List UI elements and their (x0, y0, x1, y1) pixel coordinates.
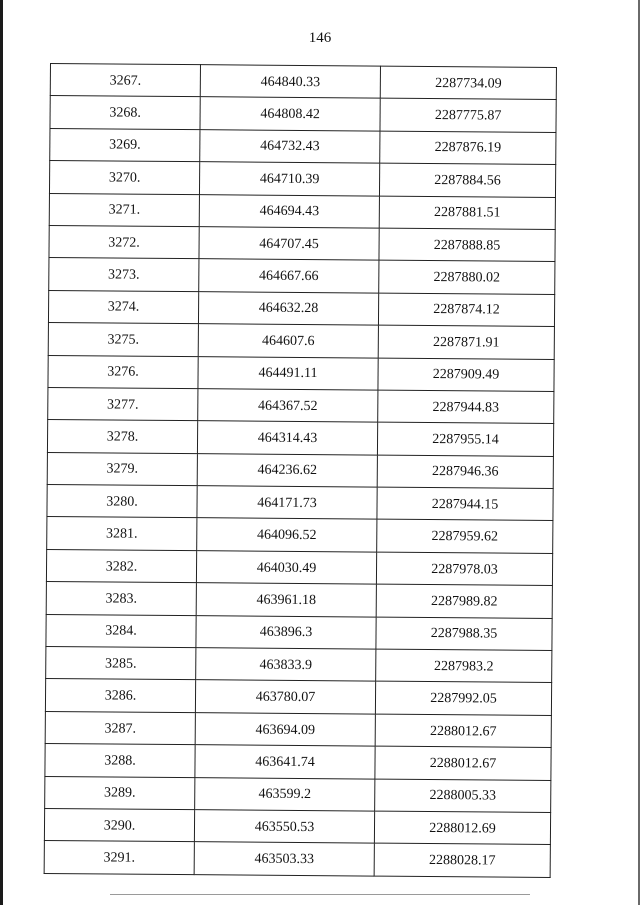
x-coordinate-cell: 464030.49 (196, 551, 376, 585)
coordinates-table (44, 63, 557, 878)
x-coordinate-cell: 463503.33 (194, 842, 374, 876)
y-coordinate-cell: 2288012.67 (375, 714, 551, 748)
table-row (49, 258, 555, 294)
table-row (48, 387, 554, 423)
y-coordinate-cell: 2287988.35 (376, 617, 552, 651)
point-number-cell: 3277. (48, 387, 198, 421)
table-row (46, 647, 552, 683)
table-row (46, 614, 552, 650)
page-number: 146 (308, 30, 332, 46)
scan-bottom-line (110, 894, 530, 895)
x-coordinate-cell: 463896.3 (196, 615, 376, 649)
y-coordinate-cell: 2287888.85 (379, 228, 555, 262)
table-row (49, 193, 555, 229)
table-row (44, 808, 550, 844)
table-row (48, 323, 554, 359)
x-coordinate-cell: 463641.74 (195, 745, 375, 779)
table-row (44, 841, 550, 877)
y-coordinate-cell: 2287874.12 (378, 293, 554, 327)
table-row (47, 452, 553, 488)
y-coordinate-cell: 2287884.56 (379, 163, 555, 197)
point-number-cell: 3268. (50, 96, 200, 130)
point-number-cell: 3267. (50, 64, 200, 98)
x-coordinate-cell: 464707.45 (199, 227, 379, 261)
y-coordinate-cell: 2288005.33 (375, 779, 551, 813)
x-coordinate-cell: 464667.66 (199, 259, 379, 293)
x-coordinate-cell: 463599.2 (195, 777, 375, 811)
point-number-cell: 3272. (49, 225, 199, 259)
y-coordinate-cell: 2287944.83 (378, 390, 554, 424)
table-row (50, 96, 556, 132)
point-number-cell: 3281. (47, 517, 197, 551)
point-number-cell: 3289. (45, 776, 195, 810)
y-coordinate-cell: 2287955.14 (377, 422, 553, 456)
coordinates-table-body (44, 64, 556, 878)
x-coordinate-cell: 464732.43 (200, 129, 380, 163)
point-number-cell: 3283. (46, 582, 196, 616)
table-row (45, 776, 551, 812)
x-coordinate-cell: 463780.07 (195, 680, 375, 714)
table-row (45, 711, 551, 747)
x-coordinate-cell: 463550.53 (194, 810, 374, 844)
point-number-cell: 3287. (45, 711, 195, 745)
y-coordinate-cell: 2287983.2 (376, 649, 552, 683)
point-number-cell: 3291. (44, 841, 194, 875)
x-coordinate-cell: 464694.43 (199, 194, 379, 228)
point-number-cell: 3282. (46, 549, 196, 583)
table-row (48, 355, 554, 391)
point-number-cell: 3269. (50, 128, 200, 162)
point-number-cell: 3285. (46, 647, 196, 681)
y-coordinate-cell: 2287909.49 (378, 358, 554, 392)
x-coordinate-cell: 464171.73 (197, 486, 377, 520)
x-coordinate-cell: 464367.52 (198, 389, 378, 423)
y-coordinate-cell: 2287775.87 (380, 98, 556, 132)
table-row (45, 744, 551, 780)
scan-left-edge (0, 0, 3, 905)
x-coordinate-cell: 463694.09 (195, 712, 375, 746)
y-coordinate-cell: 2287944.15 (377, 487, 553, 521)
x-coordinate-cell: 464808.42 (200, 97, 380, 131)
y-coordinate-cell: 2287978.03 (376, 552, 552, 586)
point-number-cell: 3279. (47, 452, 197, 486)
y-coordinate-cell: 2288012.67 (375, 746, 551, 780)
y-coordinate-cell: 2287880.02 (379, 260, 555, 294)
table-row (46, 549, 552, 585)
table-row (47, 485, 553, 521)
x-coordinate-cell: 463833.9 (196, 648, 376, 682)
y-coordinate-cell: 2288012.69 (374, 811, 550, 845)
coordinates-table-wrapper (44, 63, 560, 878)
point-number-cell: 3278. (47, 420, 197, 454)
table-row (47, 420, 553, 456)
point-number-cell: 3271. (49, 193, 199, 227)
point-number-cell: 3284. (46, 614, 196, 648)
table-row (48, 290, 554, 326)
y-coordinate-cell: 2287992.05 (375, 681, 551, 715)
y-coordinate-cell: 2288028.17 (374, 843, 550, 877)
x-coordinate-cell: 464632.28 (198, 291, 378, 325)
x-coordinate-cell: 464607.6 (198, 324, 378, 358)
y-coordinate-cell: 2287734.09 (380, 66, 556, 100)
y-coordinate-cell: 2287989.82 (376, 584, 552, 618)
y-coordinate-cell: 2287959.62 (377, 520, 553, 554)
point-number-cell: 3290. (44, 808, 194, 842)
point-number-cell: 3273. (49, 258, 199, 292)
point-number-cell: 3280. (47, 485, 197, 519)
point-number-cell: 3274. (48, 290, 198, 324)
x-coordinate-cell: 464096.52 (197, 518, 377, 552)
y-coordinate-cell: 2287881.51 (379, 196, 555, 230)
table-row (50, 128, 556, 164)
point-number-cell: 3270. (49, 161, 199, 195)
x-coordinate-cell: 464491.11 (198, 356, 378, 390)
x-coordinate-cell: 464840.33 (200, 65, 380, 99)
y-coordinate-cell: 2287871.91 (378, 325, 554, 359)
x-coordinate-cell: 464314.43 (197, 421, 377, 455)
y-coordinate-cell: 2287876.19 (380, 131, 556, 165)
table-row (50, 64, 556, 100)
point-number-cell: 3276. (48, 355, 198, 389)
x-coordinate-cell: 464236.62 (197, 453, 377, 487)
point-number-cell: 3288. (45, 744, 195, 778)
x-coordinate-cell: 464710.39 (199, 162, 379, 196)
y-coordinate-cell: 2287946.36 (377, 455, 553, 489)
table-row (49, 225, 555, 261)
table-row (46, 582, 552, 618)
point-number-cell: 3286. (45, 679, 195, 713)
table-row (45, 679, 551, 715)
table-row (47, 517, 553, 553)
point-number-cell: 3275. (48, 323, 198, 357)
x-coordinate-cell: 463961.18 (196, 583, 376, 617)
table-row (49, 161, 555, 197)
